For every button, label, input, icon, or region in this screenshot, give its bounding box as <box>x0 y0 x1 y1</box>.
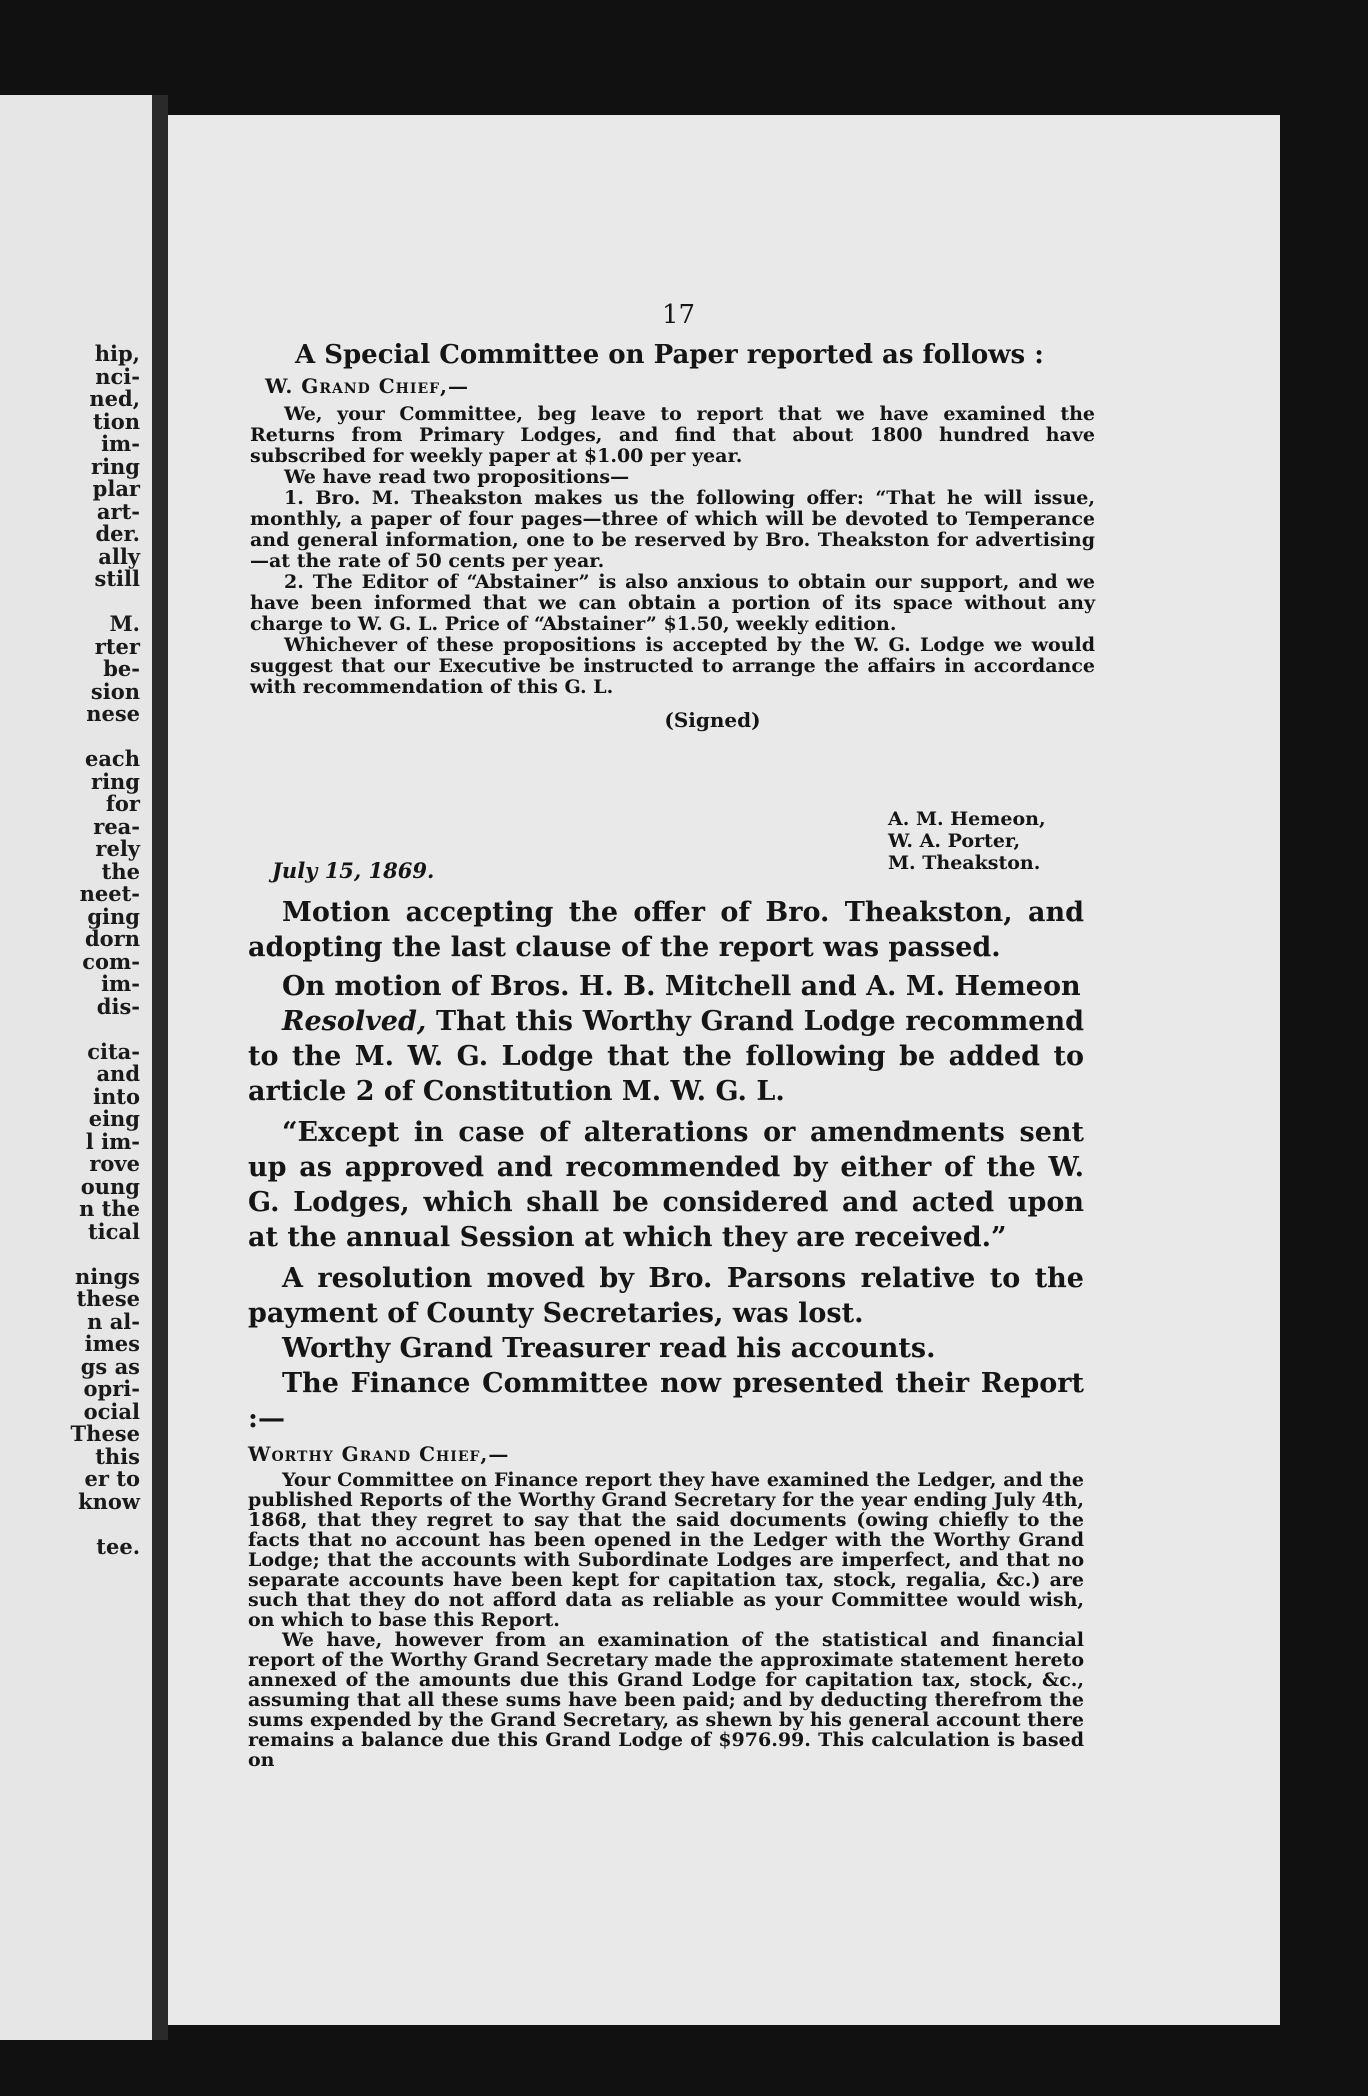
signatures <box>888 808 1046 874</box>
report-date: July 15, 1869. <box>272 858 435 883</box>
facing-page-line: ring <box>91 453 140 479</box>
facing-page-line: eing <box>88 1106 140 1131</box>
facing-page-line: ally <box>98 543 140 569</box>
motion-theakston: Motion accepting the offer of Bro. Theakston, and adopting the last clause of the report was passed. <box>248 897 1084 963</box>
facing-page-line: im- <box>101 971 140 996</box>
facing-page-line: hip, <box>94 341 140 366</box>
facing-page-line: oung <box>80 1173 140 1199</box>
facing-page-line: der. <box>95 521 140 546</box>
facing-page-line: each <box>84 746 140 771</box>
facing-page-line: this <box>95 1443 140 1469</box>
facing-page-line: n the <box>79 1196 140 1221</box>
minutes-body <box>248 895 1084 1770</box>
facing-page-line: art- <box>96 498 140 524</box>
facing-page-line: rter <box>94 633 140 659</box>
facing-page-line: nese <box>86 701 140 726</box>
facing-page-line: M. <box>109 611 140 636</box>
treasurer-accounts: Worthy Grand Treasurer read his accounts. <box>282 1333 936 1364</box>
resolution-constitution <box>248 1004 1084 1109</box>
finance-paragraph-1: Your Committee on Finance report they have examined the Ledger, and the published Reports of the Worthy Grand Secretary for the year ending July 4th, 1868, that they regret to say that the said documents (owing chiefly to the facts that no account has been opened in the Ledger with the Worthy Grand Lodge; that the accounts with Subordinate Lodges are imperfect, and that no separate accounts have been kept for capitation tax, stock, regalia, &c.) are such that they do not afford data as reliable as your Committee would wish, on which to base this Report. <box>248 1469 1084 1631</box>
facing-page-line: n al- <box>87 1308 140 1334</box>
signer-1: A. M. Hemeon, <box>888 808 1046 830</box>
facing-page-line: plar <box>92 476 140 501</box>
facing-page-line: these <box>76 1286 140 1311</box>
facing-page-line: cita- <box>87 1038 140 1064</box>
facing-page-line: imes <box>84 1331 140 1356</box>
facing-page-line: rove <box>89 1151 140 1176</box>
finance-paragraph-2: We have, however from an examination of the statistical and financial report of the Worthy Grand Secretary made the approximate statement hereto annexed of the amounts due this Grand Lodge for capitation tax, stock, &c., assuming that all these sums have been paid; and by deducting therefrom the sums expended by the Grand Secretary, as shewn by his general account there remains a balance due this Grand Lodge of $976.99. This calculation is based on <box>248 1629 1084 1771</box>
facing-page-line: still <box>94 566 140 591</box>
facing-page-line: er to <box>84 1466 140 1491</box>
salutation-worthy-grand-chief: Worthy Grand Chief,— <box>248 1442 510 1466</box>
parsons-resolution: A resolution moved by Bro. Parsons relative to the payment of County Secretaries, was lost. <box>248 1263 1084 1329</box>
committee-heading: A Special Committee on Paper reported as follows : <box>295 340 1044 370</box>
page-number: 17 <box>662 300 696 330</box>
facing-page-line: neet- <box>79 881 140 906</box>
signer-2: W. A. Porter, <box>888 830 1021 852</box>
report-paragraph-2: We have read two propositions— <box>284 466 630 488</box>
facing-page-line: dorn <box>84 926 140 951</box>
facing-page-line: tion <box>93 408 140 434</box>
report-paragraph-5: Whichever of these propositions is accepted by the W. G. Lodge we would suggest that our Executive be instructed to arrange the affairs in accordance with recommendation of this G. L. <box>250 634 1095 698</box>
facing-page-line: into <box>93 1083 140 1109</box>
facing-page-line: rely <box>95 836 140 861</box>
facing-page-line: nings <box>74 1263 140 1289</box>
signer-3: M. Theakston. <box>888 852 1041 874</box>
facing-page-line: im- <box>101 431 140 456</box>
facing-page-line: be- <box>103 656 140 681</box>
facing-page-line: tical <box>87 1218 140 1244</box>
facing-page-line: ocial <box>83 1398 140 1424</box>
facing-page-line: and <box>96 1061 140 1086</box>
report-paragraph-4: 2. The Editor of “Abstainer” is also anxious to obtain our support, and we have been informed that we can obtain a portion of its space without any charge to W. G. L. Price of “Abstainer” $1.50, weekly edition. <box>250 571 1095 635</box>
motion-mitchell-hemeon: On motion of Bros. H. B. Mitchell and A. M. Hemeon <box>282 971 1081 1002</box>
finance-intro: The Finance Committee now presented their Report :— <box>248 1368 1084 1434</box>
facing-page-line: dis- <box>96 993 140 1019</box>
report-paragraph-3: 1. Bro. M. Theakston makes us the following offer: “That he will issue, monthly, a paper of four pages—three of which will be devoted to Temperance and general information, one to be reserved by Bro. Theakston for advertising—at the rate of 50 cents per year. <box>250 487 1095 572</box>
facing-page-line: gs as <box>80 1353 140 1379</box>
facing-page-line: These <box>70 1421 140 1446</box>
facing-page-line: the <box>101 858 140 884</box>
facing-page-line: opri- <box>83 1376 140 1401</box>
resolved-text: That this Worthy Grand Lodge recommend to the M. W. G. Lodge that the following be added to article 2 of Constitution M. W. G. L. <box>248 1006 1084 1107</box>
facing-page-line: ring <box>91 768 140 794</box>
report-paragraph-1: We, your Committee, beg leave to report that we have examined the Returns from Primary Lodges, and find that about 1800 hundred have subscribed for weekly paper at $1.00 per year. <box>250 403 1095 467</box>
facing-page-line: rea- <box>93 813 140 839</box>
signed-label: (Signed) <box>664 708 761 732</box>
facing-page-line: for <box>105 791 140 816</box>
resolved-label: Resolved, <box>282 1006 427 1037</box>
page-body <box>250 340 1095 732</box>
amendment-quote: “Except in case of alterations or amendments sent up as approved and recommended by either of the W. G. Lodges, which shall be considered and acted upon at the annual Session at which they are received.” <box>248 1117 1084 1253</box>
facing-page-line: tee. <box>96 1533 140 1559</box>
facing-page-line: know <box>78 1488 140 1514</box>
facing-page-line: nci- <box>95 363 140 389</box>
facing-page-line: com- <box>82 948 140 974</box>
book-gutter <box>152 95 168 2040</box>
facing-page-line: sion <box>90 678 140 704</box>
facing-page-fragment <box>0 95 152 2040</box>
salutation-grand-chief: W. Grand Chief,— <box>265 374 470 398</box>
facing-page-line: ging <box>87 903 140 929</box>
facing-page-line: ned, <box>89 386 140 411</box>
facing-page-line: l im- <box>85 1128 140 1154</box>
